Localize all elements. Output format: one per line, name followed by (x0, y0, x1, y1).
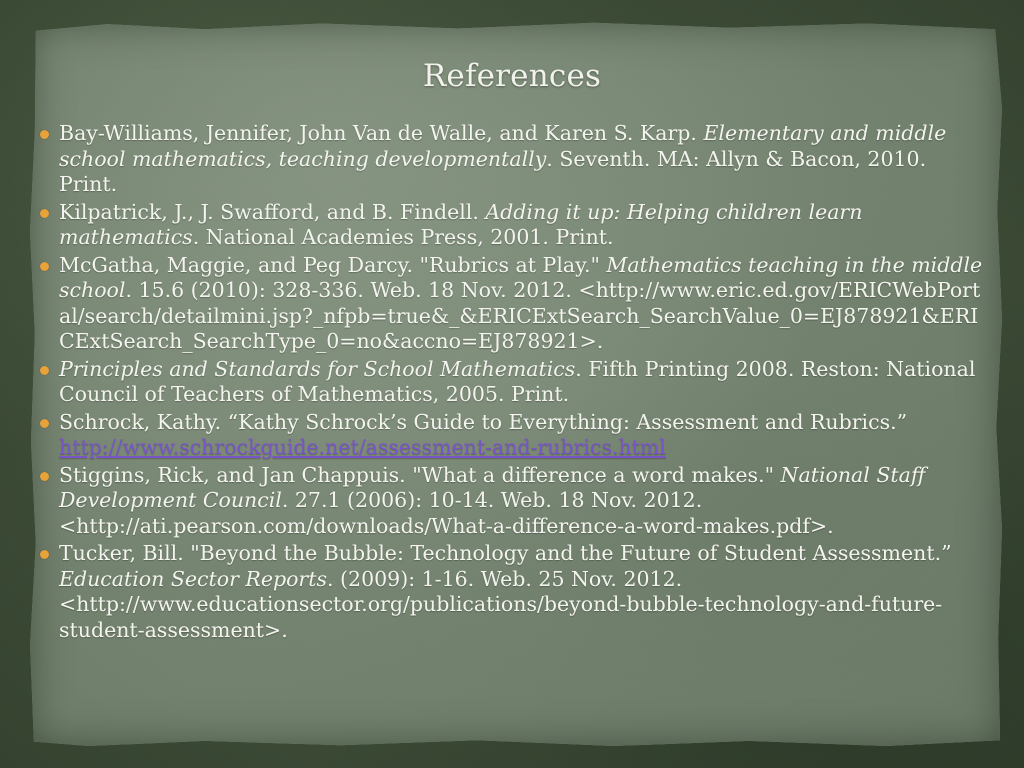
reference-source-title: Education Sector Reports (59, 566, 327, 591)
reference-source-title: Mathematics teaching in the middle school (59, 252, 983, 302)
bullet-icon (40, 419, 49, 428)
bullet-icon (40, 130, 49, 139)
reference-item (40, 200, 990, 251)
reference-text: . (2009): 1-16. Web. 25 Nov. 2012. <http://www.educationsector.org/publications/beyond-bubble-technology-and-future-student-assessment>. (59, 566, 943, 642)
reference-list (40, 121, 990, 645)
bullet-icon (40, 550, 49, 559)
reference-source-title: National Staff Development Council (59, 462, 926, 512)
slide-title: References (422, 58, 602, 94)
reference-text: Tucker, Bill. "Beyond the Bubble: Technology and the Future of Student Assessment.” (59, 541, 952, 565)
reference-item (40, 541, 990, 643)
reference-url: <http://www.eric.ed.gov/ERICWebPortal/search/detailmini.jsp?_nfpb=true&_&ERICExtSearch_SearchValue_0=EJ878921&ERICExtSearch_SearchType_0=no&accno=EJ878921>. (59, 278, 981, 353)
reference-text: . 27.1 (2006): 10-14. Web. 18 Nov. 2012. <http://ati.pearson.com/downloads/What-a-difference-a-word-makes.pdf>. (59, 488, 834, 538)
reference-item (40, 357, 990, 408)
reference-text: . National Academies Press, 2001. Print. (192, 225, 614, 249)
reference-source-title: Adding it up: Helping children learn mathematics (59, 199, 863, 249)
reference-text: . 15.6 (2010): 328-336. Web. 18 Nov. 2012. (125, 278, 579, 302)
reference-source-title: Principles and Standards for School Mathematics (59, 356, 576, 381)
reference-text: . Seventh. MA: Allyn & Bacon, 2010. Print. (59, 146, 927, 196)
reference-item (40, 410, 990, 461)
reference-link[interactable]: http://www.schrockguide.net/assessment-and-rubrics.html (59, 435, 666, 459)
reference-text: Bay-Williams, Jennifer, John Van de Walle, and Karen S. Karp. (59, 121, 704, 145)
reference-text: Kilpatrick, J., J. Swafford, and B. Findell. (59, 199, 486, 224)
bullet-icon (40, 366, 49, 375)
bullet-icon (40, 209, 49, 218)
reference-item (40, 121, 990, 198)
bullet-icon (40, 472, 49, 481)
reference-source-title: Elementary and middle school mathematics, teaching developmentally (59, 121, 947, 171)
reference-text: Schrock, Kathy. “Kathy Schrock’s Guide to Everything: Assessment and Rubrics.” (59, 409, 908, 434)
reference-item (40, 253, 990, 355)
reference-text: Stiggins, Rick, and Jan Chappuis. "What a difference a word makes." (59, 462, 781, 487)
bullet-icon (40, 262, 49, 271)
reference-text: . Fifth Printing 2008. Reston: National Council of Teachers of Mathematics, 2005. Print. (59, 356, 976, 406)
reference-item (40, 463, 990, 540)
reference-text: McGatha, Maggie, and Peg Darcy. "Rubrics at Play." (59, 252, 607, 277)
